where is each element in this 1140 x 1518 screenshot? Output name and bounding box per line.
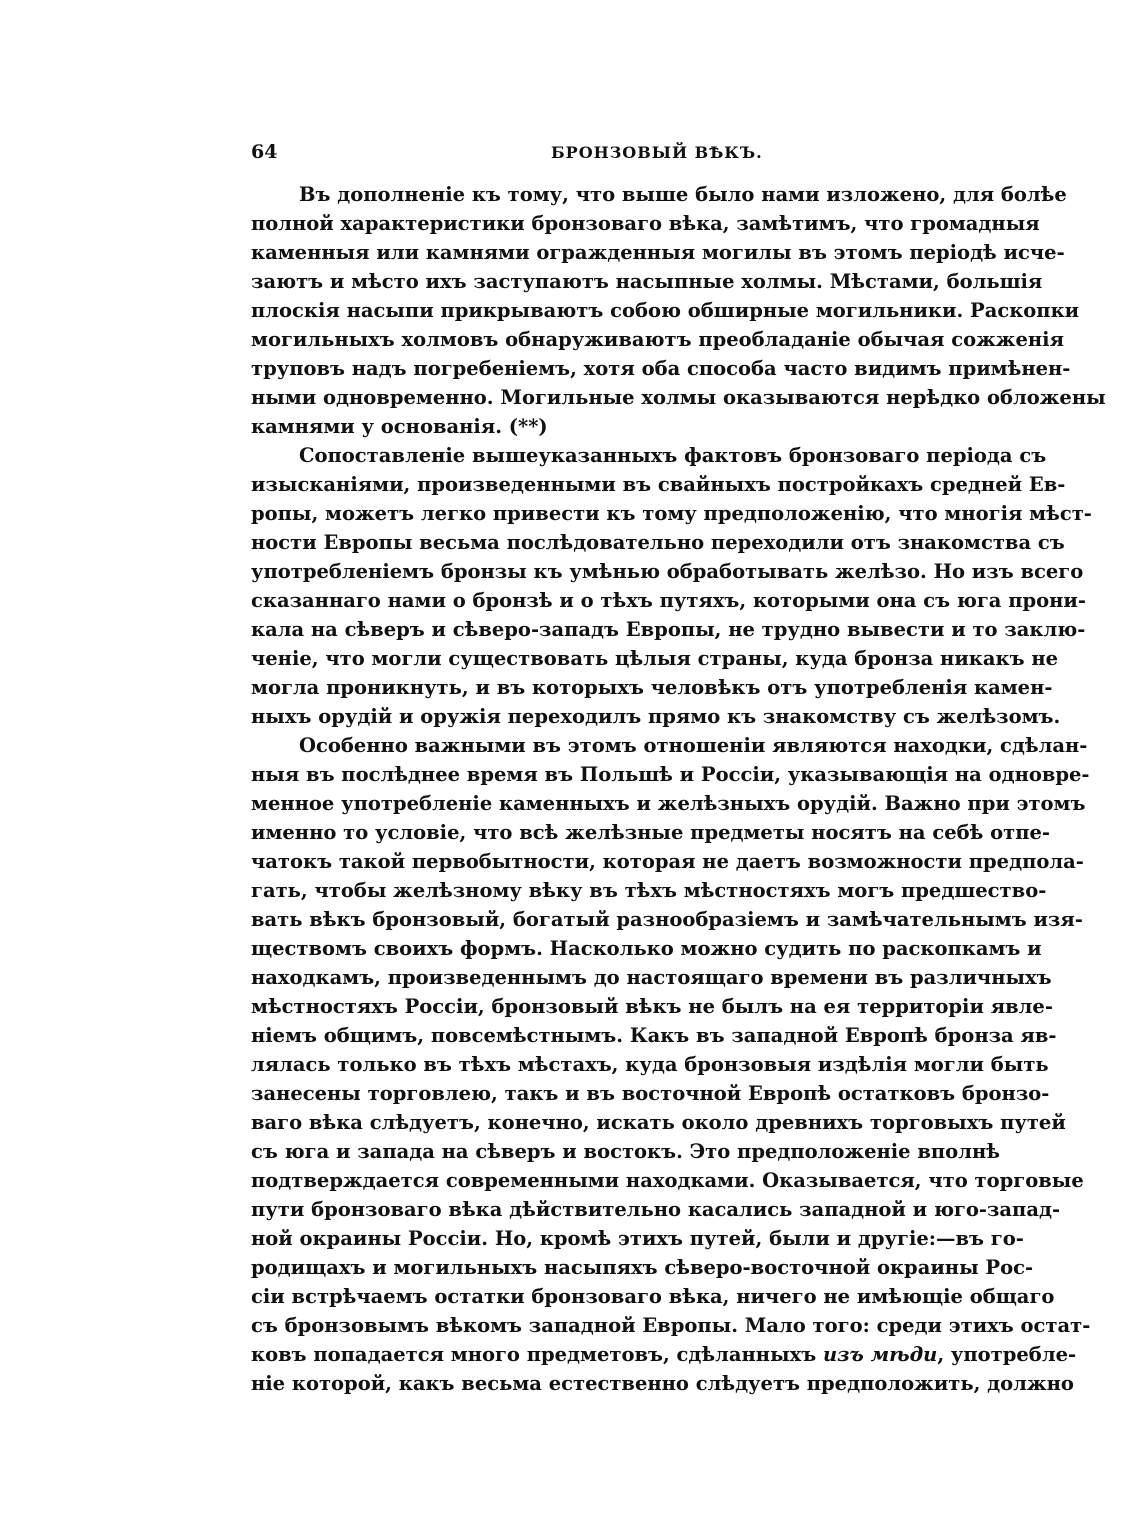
text-line: ной окраины Россіи. Но, кромѣ этихъ путей, были и другіе:—въ го- <box>251 1227 1024 1250</box>
text-line: менное употребленіе каменныхъ и желѣзныхъ орудій. Важно при этомъ <box>251 792 1086 815</box>
text-line: ніемъ общимъ, повсемѣстнымъ. Какъ въ западной Европѣ бронза яв- <box>251 1024 1057 1047</box>
text-line: съ юга и запада на сѣверъ и востокъ. Это предположеніе вполнѣ <box>251 1140 1000 1163</box>
text-line: именно то условіе, что всѣ желѣзные предметы носятъ на себѣ отпе- <box>251 821 1050 844</box>
text-line: ніе которой, какъ весьма естественно слѣдуетъ предположить, должно <box>251 1372 1074 1395</box>
italic-phrase: изъ мѣди <box>823 1343 938 1366</box>
paragraph-1 <box>251 180 1106 441</box>
text-line: подтверждается современными находками. Оказывается, что торговые <box>251 1169 1084 1192</box>
text-line: пути бронзоваго вѣка дѣйствительно касались западной и юго-запад- <box>251 1198 1061 1221</box>
running-title: БРОНЗОВЫЙ ВѢКЪ. <box>551 143 763 162</box>
text-line: чатокъ такой первобытности, которая не даетъ возможности предпола- <box>251 850 1084 873</box>
text-line: мѣстностяхъ Россіи, бронзовый вѣкъ не былъ на ея территоріи явле- <box>251 995 1053 1018</box>
text-line: могильныхъ холмовъ обнаруживаютъ преобладаніе обычая сожженія <box>251 328 1064 351</box>
text-line: находкамъ, произведеннымъ до настоящаго времени въ различныхъ <box>251 966 1052 989</box>
text-line: каменныя или камнями огражденныя могилы въ этомъ періодѣ исче- <box>251 241 1065 264</box>
text-body <box>251 180 1106 1398</box>
text-line-mixed <box>251 1340 1077 1369</box>
text-line: ропы, можетъ легко привести къ тому предположенію, что многія мѣст- <box>251 502 1092 525</box>
text-line: вать вѣкъ бронзовый, богатый разнообразіемъ и замѣчательнымъ изя- <box>251 908 1083 931</box>
text-line: ченіе, что могли существовать цѣлыя страны, куда бронза никакъ не <box>251 647 1059 670</box>
text-line: родищахъ и могильныхъ насыпяхъ сѣверо-восточной окраины Рос- <box>251 1256 1034 1279</box>
text-line: гать, чтобы желѣзному вѣку въ тѣхъ мѣстностяхъ могъ предшество- <box>251 879 1047 902</box>
text-line: Особенно важными въ этомъ отношеніи являются находки, сдѣлан- <box>299 734 1088 757</box>
text-line: кала на сѣверъ и сѣверо-западъ Европы, не трудно вывести и то заклю- <box>251 618 1086 641</box>
page-number: 64 <box>251 141 278 163</box>
text-line: сказаннаго нами о бронзѣ и о тѣхъ путяхъ, которыми она съ юга прони- <box>251 589 1086 612</box>
paragraph-2 <box>251 441 1092 731</box>
text-line: занесены торговлею, такъ и въ восточной Европѣ остатковъ бронзо- <box>251 1082 1050 1105</box>
text-line: съ бронзовымъ вѣкомъ западной Европы. Мало того: среди этихъ остат- <box>251 1314 1091 1337</box>
text-line: ности Европы весьма послѣдовательно переходили отъ знакомства съ <box>251 531 1065 554</box>
text-line: плоскія насыпи прикрываютъ собою обширные могильники. Раскопки <box>251 299 1080 322</box>
text-segment: , употребле- <box>937 1343 1077 1366</box>
text-line: ными одновременно. Могильные холмы оказываются нерѣдко обложены <box>251 386 1106 409</box>
text-line: Въ дополненіе къ тому, что выше было нами изложено, для болѣе <box>299 183 1067 206</box>
text-line: ныя въ послѣднее время въ Польшѣ и Россіи, указывающія на одновре- <box>251 763 1090 786</box>
page-header <box>251 141 995 169</box>
text-line: ныхъ орудій и оружія переходилъ прямо къ знакомству съ желѣзомъ. <box>251 705 1061 728</box>
text-line: заютъ и мѣсто ихъ заступаютъ насыпные холмы. Мѣстами, большія <box>251 270 1043 293</box>
text-line: лялась только въ тѣхъ мѣстахъ, куда бронзовыя издѣлія могли быть <box>251 1053 1049 1076</box>
text-line: труповъ надъ погребеніемъ, хотя оба способа часто видимъ примѣнен- <box>251 357 1071 380</box>
text-line: ществомъ своихъ формъ. Насколько можно судить по раскопкамъ и <box>251 937 1042 960</box>
text-line: могла проникнуть, и въ которыхъ человѣкъ отъ употребленія камен- <box>251 676 1053 699</box>
text-segment: ковъ попадается много предметовъ, сдѣланныхъ <box>251 1343 817 1366</box>
text-line: Сопоставленіе вышеуказанныхъ фактовъ бронзоваго періода съ <box>299 444 1047 467</box>
text-line: камнями у основанія. (**) <box>251 415 548 438</box>
text-line: изысканіями, произведенными въ свайныхъ постройкахъ средней Ев- <box>251 473 1066 496</box>
text-line: сіи встрѣчаемъ остатки бронзоваго вѣка, ничего не имѣющіе общаго <box>251 1285 1055 1308</box>
text-line: употребленіемъ бронзы къ умѣнью обработывать желѣзо. Но изъ всего <box>251 560 1084 583</box>
text-line: полной характеристики бронзоваго вѣка, замѣтимъ, что громадныя <box>251 212 1040 235</box>
text-line: ваго вѣка слѣдуетъ, конечно, искать около древнихъ торговыхъ путей <box>251 1111 1066 1134</box>
paragraph-3 <box>251 731 1091 1398</box>
